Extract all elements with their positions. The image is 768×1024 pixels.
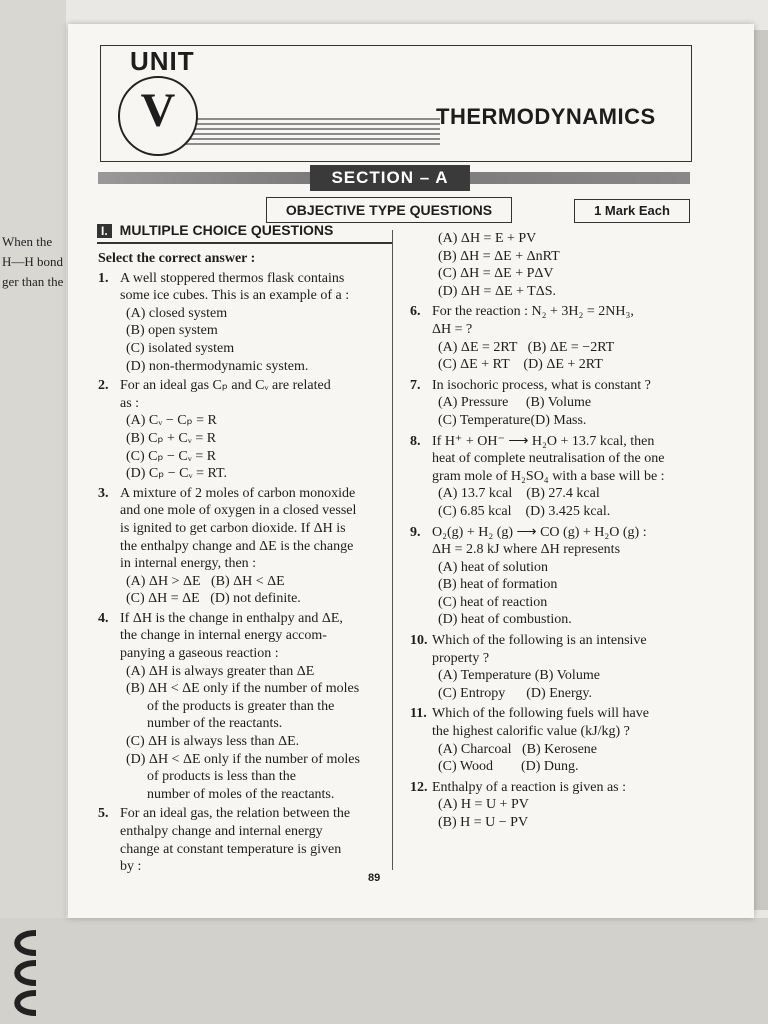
page-number: 89 — [368, 872, 381, 884]
answer-option: (C) Entropy (D) Energy. — [438, 685, 592, 701]
question — [410, 779, 690, 832]
answer-option: (C) isolated system — [126, 340, 235, 356]
question-number: 3. — [98, 485, 109, 501]
answer-option: number of moles of the reactants. — [126, 786, 335, 802]
answer-option: (A) H = U + PV — [438, 797, 529, 813]
desk-area — [0, 918, 768, 1024]
question-number: 12. — [410, 779, 428, 795]
answer-option: (A) heat of solution — [438, 559, 549, 575]
chapter-title: THERMODYNAMICS — [436, 104, 656, 129]
answer-option: (A) ΔH = E + PV — [438, 231, 537, 246]
question-text: O₂(g) + H₂ (g) ⟶ CO (g) + H₂O (g) : — [432, 524, 647, 540]
answer-option: (A) ΔE = 2RT (B) ΔE = −2RT — [438, 339, 615, 355]
previous-page-text — [2, 232, 63, 292]
question-text: the highest calorific value (kJ/kg) ? — [432, 724, 630, 740]
mcq-number: I. — [97, 224, 112, 238]
question-text: panying a gaseous reaction : — [120, 646, 279, 662]
question-text: some ice cubes. This is an example of a : — [120, 288, 350, 304]
answer-option: (A) 13.7 kcal (B) 27.4 kcal — [438, 486, 600, 502]
question-text: the enthalpy change and ΔE is the change — [120, 538, 354, 554]
answer-option: of products is less than the — [126, 769, 296, 785]
question-number: 5. — [98, 806, 109, 822]
instruction: Select the correct answer : — [98, 251, 256, 266]
question-text: as : — [120, 395, 140, 411]
answer-option: (C) ΔE + RT (D) ΔE + 2RT — [438, 357, 603, 373]
question — [410, 377, 690, 430]
question-text: gram mole of H₂SO₄ with a base will be : — [432, 468, 665, 484]
question-text: and one mole of oxygen in a closed vessel — [120, 503, 357, 519]
question-text: Enthalpy of a reaction is given as : — [432, 779, 626, 795]
question-text: change at constant temperature is given — [120, 841, 342, 857]
question-number: 1. — [98, 270, 109, 286]
left-questions — [98, 270, 388, 876]
answer-option: (C) 6.85 kcal (D) 3.425 kcal. — [438, 503, 611, 519]
binding-spiral-icon — [6, 925, 46, 1020]
question-number: 8. — [410, 433, 421, 449]
answer-option: (A) closed system — [126, 305, 228, 321]
answer-option: (C) heat of reaction — [438, 594, 548, 610]
answer-option: (B) ΔH = ΔE + ΔnRT — [438, 248, 560, 264]
answer-option: (D) heat of combustion. — [438, 612, 572, 628]
prev-line: ger than the — [2, 274, 64, 289]
answer-option: (D) ΔH < ΔE only if the number of moles — [126, 751, 360, 767]
question-number: 2. — [98, 378, 109, 394]
answer-option: (D) Cₚ − Cᵥ = RT. — [126, 466, 228, 482]
question-number: 10. — [410, 633, 428, 649]
question-text: ΔH = 2.8 kJ where ΔH represents — [432, 542, 621, 558]
question — [98, 805, 388, 875]
answer-option: (B) ΔH < ΔE only if the number of moles — [126, 681, 360, 697]
answer-option: (B) open system — [126, 323, 218, 339]
question — [98, 485, 388, 608]
mcq-heading — [97, 222, 333, 238]
question-text: heat of complete neutralisation of the one — [432, 451, 665, 467]
mcq-title: MULTIPLE CHOICE QUESTIONS — [119, 222, 334, 238]
question-text: For an ideal gas Cₚ and Cᵥ are related — [120, 378, 331, 394]
question — [98, 270, 388, 376]
answer-option: of the products is greater than the — [126, 698, 335, 714]
answer-option: (A) Temperature (B) Volume — [438, 668, 600, 684]
answer-option: (A) ΔH > ΔE (B) ΔH < ΔE — [126, 573, 285, 589]
mcq-underline — [97, 242, 392, 244]
right-column — [410, 230, 690, 832]
question — [410, 433, 690, 521]
objective-heading: OBJECTIVE TYPE QUESTIONS — [266, 197, 512, 223]
answer-option: (C) ΔH = ΔE (D) not definite. — [126, 591, 301, 607]
question-text: Which of the following is an intensive — [432, 633, 647, 649]
prev-line: H—H bond — [2, 254, 64, 269]
answer-option: (A) ΔH is always greater than ΔE — [126, 663, 315, 679]
question — [410, 303, 690, 373]
answer-option: (A) Charcoal (B) Kerosene — [438, 741, 597, 757]
question-text: the change in internal energy accom- — [120, 628, 327, 644]
question-text: For an ideal gas, the relation between the — [120, 806, 351, 822]
answer-option: (B) heat of formation — [438, 577, 558, 593]
answer-option: (C) ΔH = ΔE + PΔV — [438, 266, 554, 282]
answer-option: number of the reactants. — [126, 716, 283, 732]
answer-option: (A) Pressure (B) Volume — [438, 395, 592, 411]
answer-option: (C) ΔH is always less than ΔE. — [126, 734, 300, 750]
prev-line: When the — [2, 234, 53, 249]
question — [98, 610, 388, 804]
question-text: If H⁺ + OH⁻ ⟶ H₂O + 13.7 kcal, then — [432, 433, 655, 449]
question-text: A well stoppered thermos flask contains — [120, 270, 345, 286]
question — [410, 632, 690, 702]
question-text: If ΔH is the change in enthalpy and ΔE, — [120, 610, 343, 626]
question-number: 7. — [410, 377, 421, 393]
question-number: 4. — [98, 610, 109, 626]
question — [410, 524, 690, 630]
answer-option: (D) ΔH = ΔE + TΔS. — [438, 283, 556, 299]
question-number: 6. — [410, 304, 421, 320]
answer-option: (A) Cᵥ − Cₚ = R — [126, 413, 217, 429]
answer-option: (C) Cₚ − Cᵥ = R — [126, 448, 217, 464]
question-text: in internal energy, then : — [120, 556, 257, 572]
question-text: A mixture of 2 moles of carbon monoxide — [120, 485, 356, 501]
answer-option: (D) non-thermodynamic system. — [126, 358, 309, 374]
question-text: enthalpy change and internal energy — [120, 824, 323, 839]
left-column — [98, 250, 388, 876]
column-divider — [392, 230, 393, 870]
question-text: property ? — [432, 650, 490, 666]
section-label: SECTION – A — [310, 165, 470, 191]
question-text: by : — [120, 859, 142, 875]
question-text: Which of the following fuels will have — [432, 706, 649, 722]
unit-numeral: V — [140, 84, 176, 137]
question-text: ΔH = ? — [432, 321, 473, 337]
question-number: 11. — [410, 706, 427, 722]
question-number: 9. — [410, 524, 421, 540]
answer-option: (C) Temperature(D) Mass. — [438, 412, 587, 428]
answer-option: (B) H = U − PV — [438, 815, 529, 830]
question — [410, 230, 690, 300]
question-text: is ignited to get carbon dioxide. If ΔH is — [120, 520, 346, 536]
unit-label: UNIT — [130, 46, 195, 76]
question-text: For the reaction : N₂ + 3H₂ = 2NH₃, — [432, 304, 634, 320]
marks-label: 1 Mark Each — [574, 199, 690, 223]
previous-page-edge — [0, 0, 66, 1024]
question-text: In isochoric process, what is constant ? — [432, 377, 651, 393]
right-questions — [410, 230, 690, 832]
answer-option: (C) Wood (D) Dung. — [438, 759, 579, 775]
question — [410, 705, 690, 775]
question — [98, 377, 388, 483]
answer-option: (B) Cₚ + Cᵥ = R — [126, 430, 217, 446]
